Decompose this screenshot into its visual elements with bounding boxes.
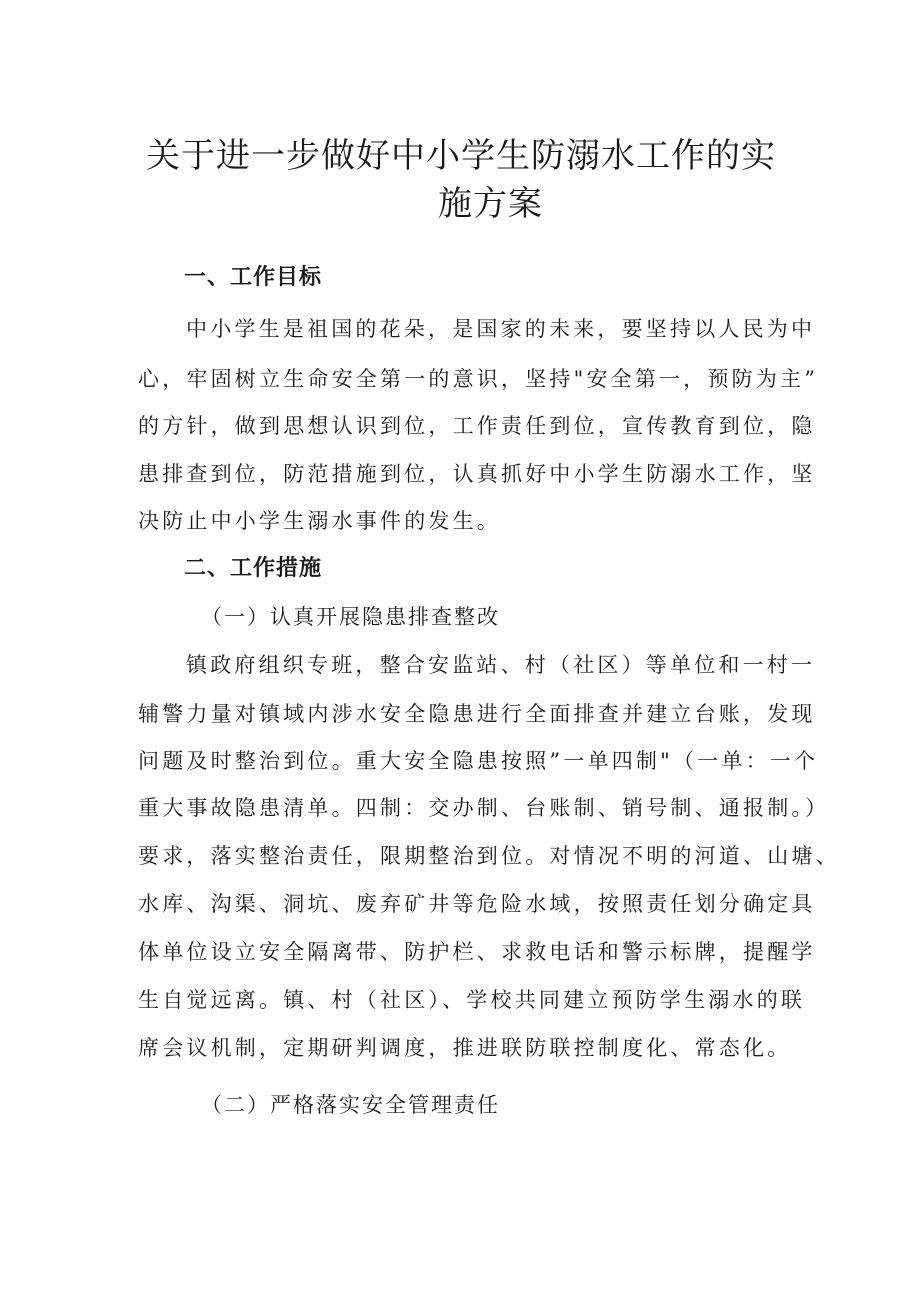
paragraph-line: 中小学生是祖国的花朵，是国家的未来，要坚持以人民为中	[186, 317, 816, 341]
paragraph-line: 的方针，做到思想认识到位，工作责任到位，宣传教育到位，隐	[138, 414, 816, 438]
paragraph-line: 重大事故隐患清单。四制：交办制、台账制、销号制、通报制。）	[138, 796, 830, 820]
paragraph-line: 席会议机制，定期研判调度，推进联防联控制度化、常态化。	[138, 1036, 792, 1060]
paragraph-line: 决防止中小学生溺水事件的发生。	[138, 509, 501, 533]
paragraph-line: 镇政府组织专班，整合安监站、村（社区）等单位和一村一	[186, 653, 816, 677]
paragraph-line: 心，牢固树立生命安全第一的意识，坚持"安全第一，预防为主”	[138, 367, 819, 391]
paragraph-line: 水库、沟渠、洞坑、废弃矿井等危险水域，按照责任划分确定具	[138, 892, 816, 916]
document-title-line-1: 关于进一步做好中小学生防溺水工作的实	[146, 136, 776, 176]
paragraph-line: 患排查到位，防范措施到位，认真抓好中小学生防溺水工作，坚	[138, 462, 816, 486]
section-heading-goals: 一、工作目标	[184, 265, 323, 290]
document-title-line-2: 施方案	[438, 184, 543, 224]
paragraph-line: 辅警力量对镇域内涉水安全隐患进行全面排查并建立台账，发现	[138, 702, 816, 726]
paragraph-line: 体单位设立安全隔离带、防护栏、求救电话和警示标牌，提醒学	[138, 940, 816, 964]
section-heading-measures: 二、工作措施	[184, 556, 323, 581]
paragraph-line: 问题及时整治到位。重大安全隐患按照”一单四制"（一单：一个	[138, 749, 819, 773]
subsection-heading-1: （一）认真开展隐患排查整改	[201, 605, 500, 629]
subsection-heading-2: （二）严格落实安全管理责任	[201, 1093, 500, 1117]
paragraph-line: 要求，落实整治责任，限期整治到位。对情况不明的河道、山塘、	[138, 844, 840, 868]
paragraph-line: 生自觉远离。镇、村（社区）、学校共同建立预防学生溺水的联	[138, 988, 806, 1012]
